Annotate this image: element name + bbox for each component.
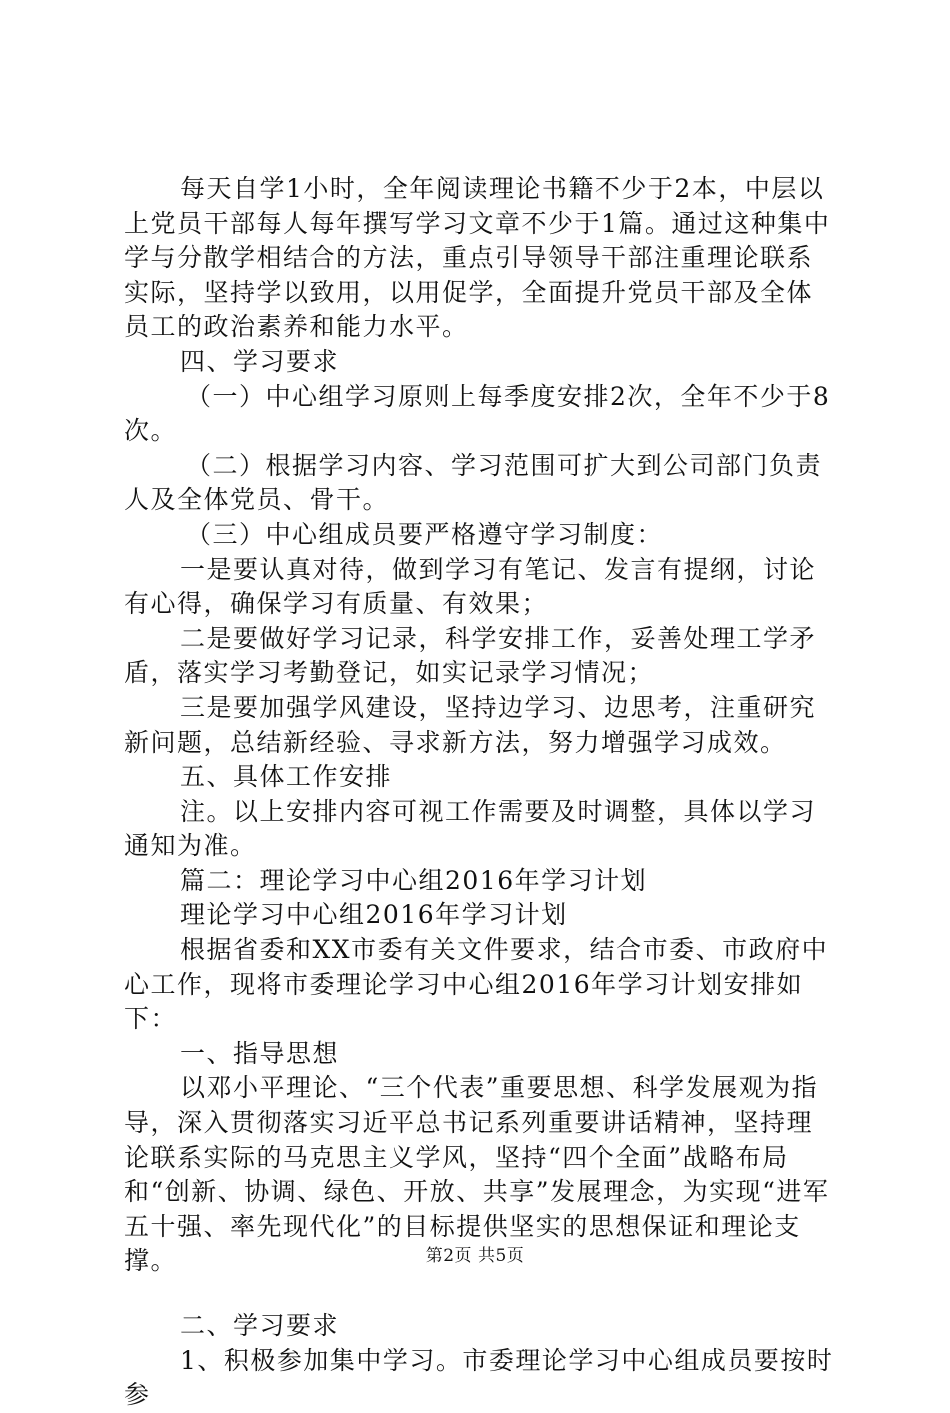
page-number-footer: 第2页 共5页 bbox=[425, 1246, 525, 1266]
paragraph-note: 注。以上安排内容可视工作需要及时调整，具体以学习通知为准。 bbox=[124, 796, 817, 861]
heading-requirements-two: 二、学习要求 bbox=[180, 1311, 340, 1340]
paragraph-guiding-ideology: 以邓小平理论、“三个代表”重要思想、科学发展观为指导，深入贯彻落实习近平总书记系列重要讲话精神，坚持理论联系实际的马克思主义学风，坚持“四个全面”战略布局和“创新、协调、绿色、开放、共享”发展理念，为实现“进军五十强、率先现代化”的目标提供坚实的思想保证和理论支撑。 bbox=[124, 1073, 830, 1276]
paragraph-point-3: 三是要加强学风建设，坚持边学习、边思考，注重研究新问题，总结新经验、寻求新方法，努力增强学习成效。 bbox=[124, 692, 817, 757]
paragraph-item-3: （三）中心组成员要严格遵守学习制度： bbox=[186, 519, 664, 549]
paragraph-intro: 根据省委和XX市委有关文件要求，结合市委、市政府中心工作，现将市委理论学习中心组2016年学习计划安排如下： bbox=[124, 935, 829, 1034]
paragraph-point-2: 二是要做好学习记录，科学安排工作，妥善处理工学矛盾，落实学习考勤登记，如实记录学习情况； bbox=[124, 623, 817, 688]
heading-work-arrangement: 五、具体工作安排 bbox=[180, 762, 393, 792]
heading-study-requirements: 四、学习要求 bbox=[180, 346, 340, 376]
paragraph-requirement-1: 1、积极参加集中学习。市委理论学习中心组成员要按时参 bbox=[124, 1345, 834, 1410]
paragraph-point-1: 一是要认真对待，做到学习有笔记、发言有提纲，讨论有心得，确保学习有质量、有效果； bbox=[124, 554, 817, 619]
document-body bbox=[124, 172, 836, 1413]
heading-part-two: 篇二：理论学习中心组2016年学习计划 bbox=[180, 865, 648, 895]
document-subtitle: 理论学习中心组2016年学习计划 bbox=[180, 900, 568, 930]
paragraph-item-2: （二）根据学习内容、学习范围可扩大到公司部门负责人及全体党员、骨干。 bbox=[124, 450, 823, 515]
paragraph-self-study: 每天自学1小时，全年阅读理论书籍不少于2本，中层以上党员干部每人每年撰写学习文章不少于1篇。通过这种集中学与分散学相结合的方法，重点引导领导干部注重理论联系实际，坚持学以致用，以用促学，全面提升党员干部及全体员工的政治素养和能力水平。 bbox=[124, 174, 831, 342]
heading-guiding-ideology: 一、指导思想 bbox=[180, 1038, 340, 1068]
paragraph-item-1: （一）中心组学习原则上每季度安排2次，全年不少于8次。 bbox=[124, 381, 831, 446]
